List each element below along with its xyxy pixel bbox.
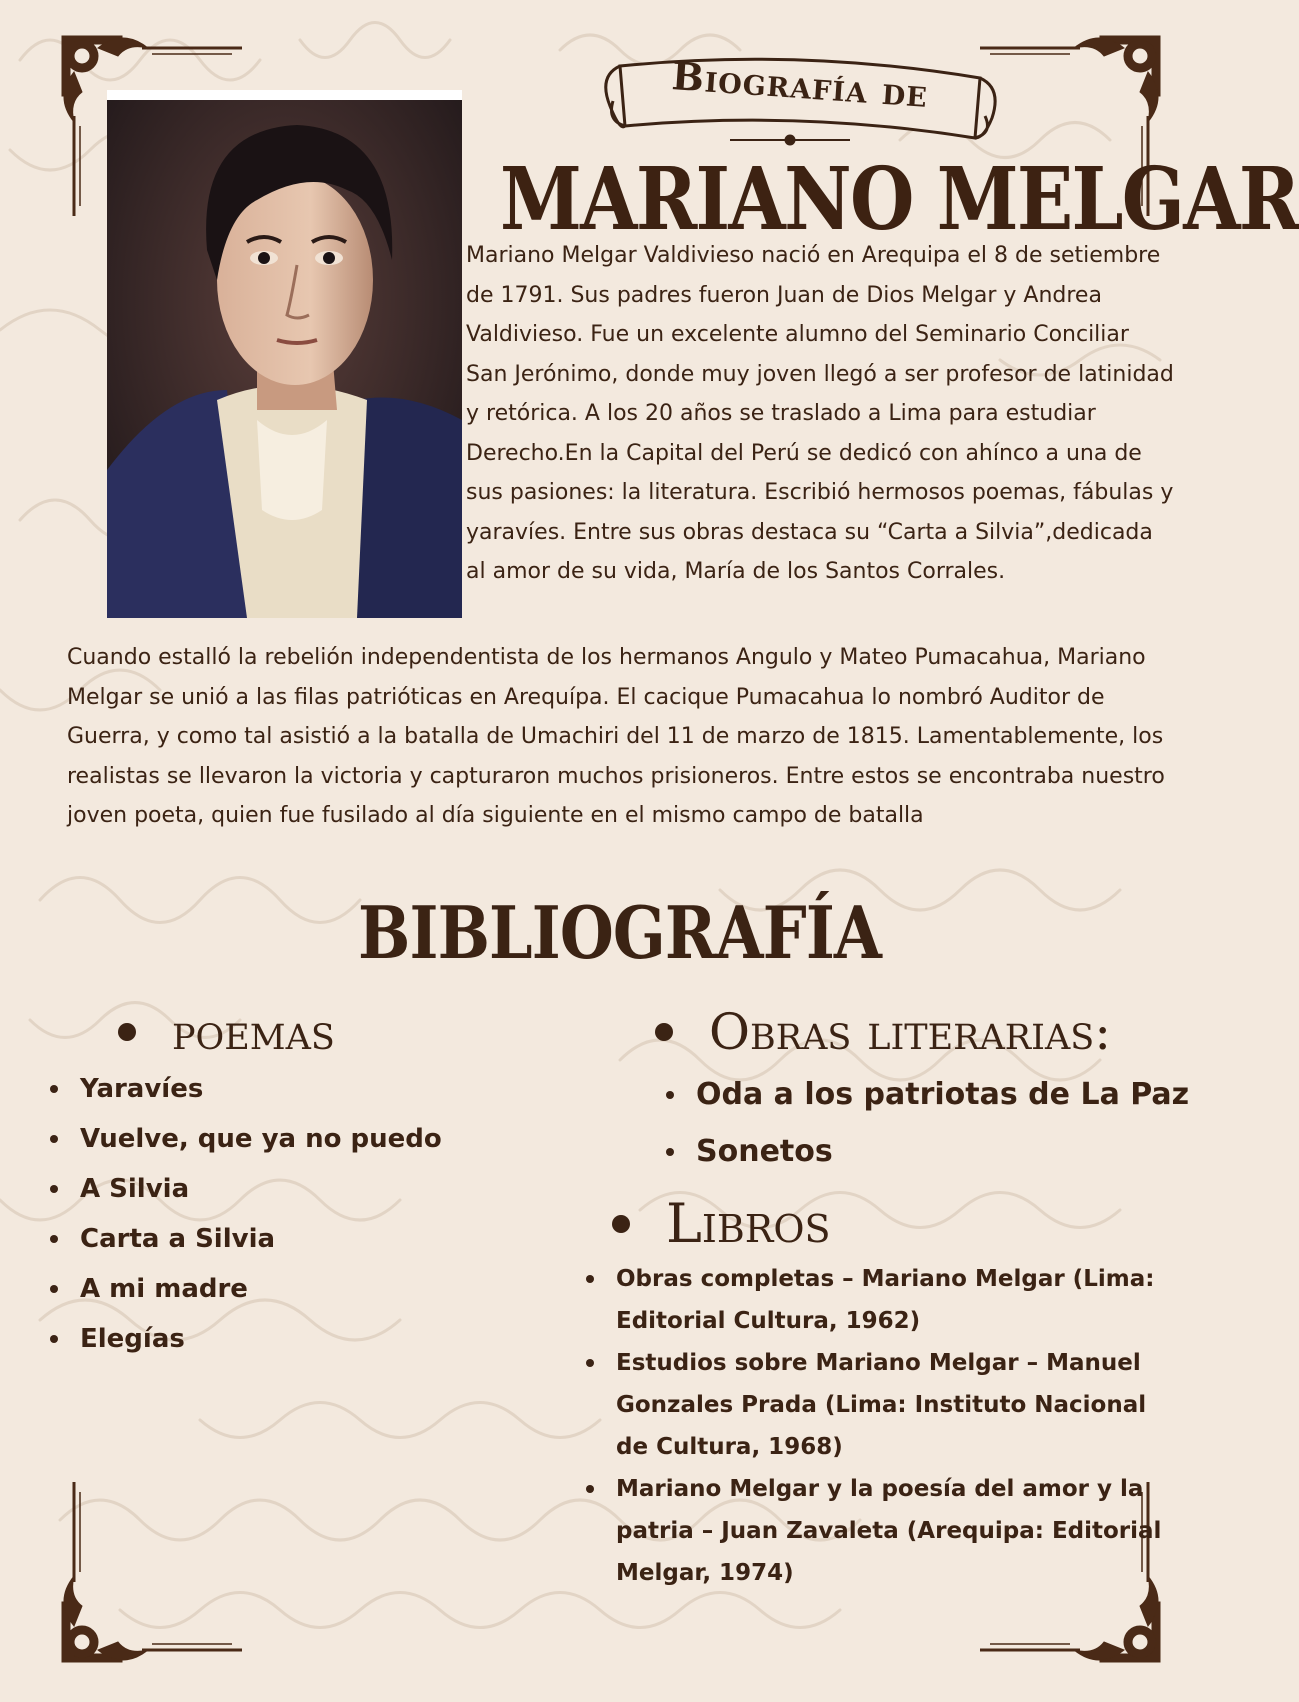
libros-heading <box>612 1192 831 1255</box>
poemas-heading <box>118 1003 335 1061</box>
list-item: Obras completas – Mariano Melgar (Lima: Editorial Cultura, 1962) <box>586 1258 1176 1342</box>
libros-list <box>586 1258 1176 1594</box>
corner-ornament-bottom-left <box>52 1482 242 1672</box>
obras-heading <box>655 1003 1111 1061</box>
scroll-banner <box>590 48 1010 158</box>
list-item: Sonetos <box>666 1123 1189 1180</box>
poemas-list <box>50 1064 442 1364</box>
list-item: Mariano Melgar y la poesía del amor y la patria – Juan Zavaleta (Arequipa: Editorial Melgar, 1974) <box>586 1468 1176 1594</box>
libros-heading-label: Libros <box>666 1192 831 1255</box>
poemas-heading-label: poemas <box>172 1003 335 1061</box>
bullet-icon <box>118 1023 136 1041</box>
bullet-icon <box>612 1215 630 1233</box>
bullet-icon <box>655 1023 673 1041</box>
list-item: Elegías <box>50 1314 442 1364</box>
bibliography-title: BIBLIOGRAFÍA <box>358 890 882 975</box>
list-item: Oda a los patriotas de La Paz <box>666 1066 1189 1123</box>
obras-heading-label: Obras literarias: <box>709 1003 1112 1061</box>
list-item: Carta a Silvia <box>50 1214 442 1264</box>
rebellion-paragraph: Cuando estalló la rebelión independentista de los hermanos Angulo y Mateo Pumacahua, Mariano Melgar se unió a las filas patrióticas en Arequípa. El cacique Pumacahua lo nombró Auditor de Guerra, y como tal asistió a la batalla de Umachiri del 11 de marzo de 1815. Lamentablemente, los realistas se llevaron la victoria y capturaron muchos prisioneros. Entre estos se encontraba nuestro joven poeta, quien fue fusilado al día siguiente en el mismo campo de batalla <box>67 645 1165 828</box>
banner-text: Biografía de <box>670 53 930 116</box>
intro-paragraph: Mariano Melgar Valdivieso nació en Arequipa el 8 de setiembre de 1791. Sus padres fueron Juan de Dios Melgar y Andrea Valdivieso. Fue un excelente alumno del Seminario Conciliar San Jerónimo, donde muy joven llegó a ser profesor de latinidad y retórica. A los 20 años se traslado a Lima para estudiar Derecho.En la Capital del Perú se dedicó con ahínco a una de sus pasiones: la literatura. Escribió hermosos poemas, fábulas y yaravíes. Entre sus obras destaca su “Carta a Silvia”,dedicada al amor de su vida, María de los Santos Corrales. <box>466 243 1174 584</box>
page-title: MARIANO MELGAR <box>500 149 1299 250</box>
list-item: Vuelve, que ya no puedo <box>50 1114 442 1164</box>
list-item: Estudios sobre Mariano Melgar – Manuel Gonzales Prada (Lima: Instituto Nacional de Cultura, 1968) <box>586 1342 1176 1468</box>
portrait-image <box>107 90 462 618</box>
list-item: A mi madre <box>50 1264 442 1314</box>
list-item: A Silvia <box>50 1164 442 1214</box>
obras-list <box>666 1066 1189 1180</box>
list-item: Yaravíes <box>50 1064 442 1114</box>
